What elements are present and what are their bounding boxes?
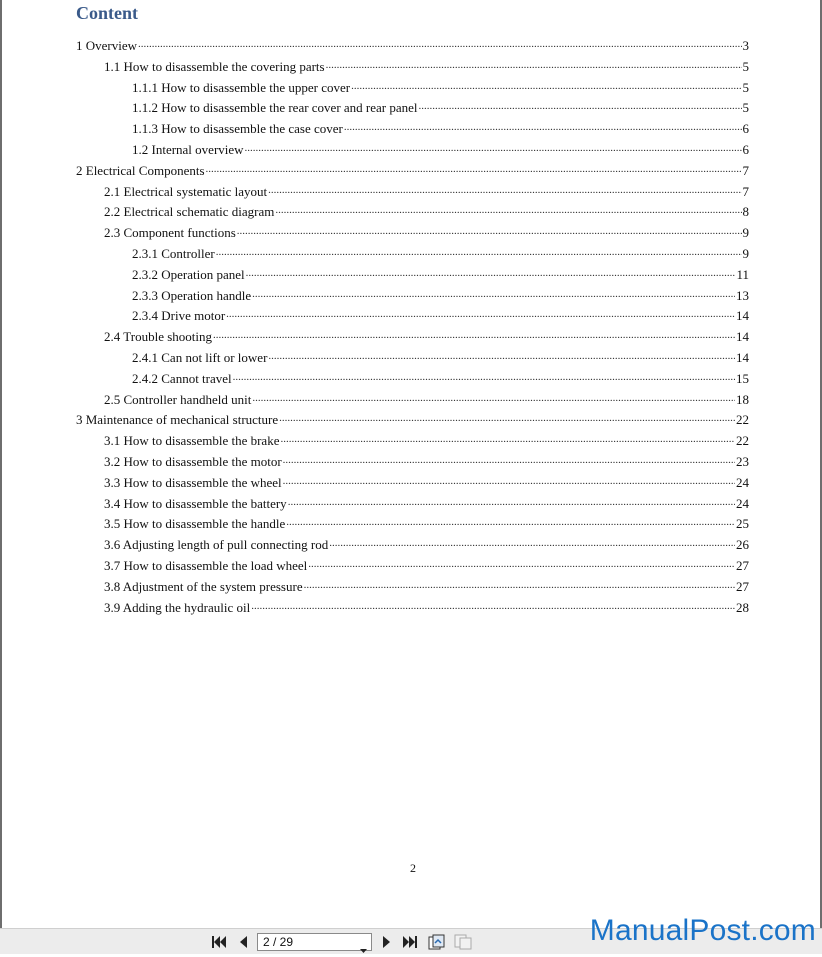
toc-entry-label: 1 Overview <box>76 38 138 53</box>
toc-entry-page: 8 <box>742 204 749 220</box>
toc-leader-dots <box>280 432 735 447</box>
watermark-text: ManualPost.com <box>589 914 816 947</box>
toc-entry-page: 13 <box>736 287 749 303</box>
toc-entry-label: 1.1.3 How to disassemble the case cover <box>132 121 343 137</box>
toc-entry[interactable] <box>104 324 749 344</box>
toc-leader-dots <box>329 536 735 551</box>
toc-entry-label: 2.4.1 Can not lift or lower <box>132 350 268 365</box>
page-select[interactable] <box>257 933 372 951</box>
toc-entry[interactable] <box>76 407 749 427</box>
toc-entry[interactable] <box>104 595 749 615</box>
toc-leader-dots <box>279 411 735 426</box>
toc-entry-label: 3.1 How to disassemble the brake <box>104 433 280 449</box>
toc-entry-label: 1.2 Internal overview <box>132 142 244 157</box>
toc-leader-dots <box>251 599 735 614</box>
toc-leader-dots <box>252 391 735 406</box>
toc-entry-label: 3.3 How to disassemble the wheel <box>104 474 282 490</box>
chevron-down-icon <box>360 941 367 957</box>
toc-entry-page: 3 <box>742 38 749 53</box>
toc-entry[interactable] <box>104 449 749 469</box>
previous-page-icon[interactable] <box>236 935 252 949</box>
toc-entry-page: 15 <box>736 370 749 386</box>
toc-entry-label: 2.3.4 Drive motor <box>132 308 226 324</box>
toc-entry-page: 5 <box>742 58 749 74</box>
toc-entry[interactable] <box>104 199 749 219</box>
toc-leader-dots <box>268 183 741 198</box>
toc-entry[interactable] <box>104 179 749 199</box>
toc-entry-page: 11 <box>736 266 749 282</box>
toc-entry[interactable] <box>132 283 749 303</box>
page-title: Content <box>76 3 138 23</box>
toc-leader-dots <box>283 453 735 468</box>
toc-entry[interactable] <box>132 303 749 323</box>
toc-entry-page: 6 <box>742 142 749 157</box>
toc-entry[interactable] <box>104 553 749 573</box>
toc-entry[interactable] <box>132 366 749 386</box>
toc-entry-page: 27 <box>736 578 749 594</box>
toc-entry-label: 3 Maintenance of mechanical structure <box>76 412 279 428</box>
toc-entry[interactable] <box>132 95 749 115</box>
toc-entry-label: 2.3.3 Operation handle <box>132 287 252 303</box>
toc-entry-page: 5 <box>742 79 749 95</box>
toc-entry-page: 24 <box>736 495 749 511</box>
toc-entry[interactable] <box>132 137 749 157</box>
toc-leader-dots <box>275 203 741 218</box>
toc-leader-dots <box>246 266 736 281</box>
toc-leader-dots <box>245 141 742 156</box>
toc-entry[interactable] <box>132 241 749 261</box>
toc-leader-dots <box>308 557 735 572</box>
toc-leader-dots <box>237 224 742 239</box>
toc-leader-dots <box>206 162 742 177</box>
last-page-icon[interactable] <box>402 935 418 949</box>
toc-entry-label: 2.1 Electrical systematic layout <box>104 183 268 199</box>
toc-entry-page: 9 <box>742 225 749 241</box>
toc-leader-dots <box>233 370 735 385</box>
toc-entry-page: 25 <box>736 516 749 532</box>
toc-leader-dots <box>138 37 741 52</box>
toc-entry[interactable] <box>104 491 749 511</box>
toc-entry-label: 2.2 Electrical schematic diagram <box>104 204 275 220</box>
toc-entry[interactable] <box>76 158 749 178</box>
toc-entry-label: 2.4.2 Cannot travel <box>132 370 232 386</box>
toc-entry[interactable] <box>132 345 749 365</box>
toc-entry-page: 26 <box>736 537 749 553</box>
toc-entry-label: 2 Electrical Components <box>76 162 205 178</box>
page-indicator: 2 / 29 <box>263 935 294 949</box>
toc-entry[interactable] <box>132 75 749 95</box>
toc-entry-page: 27 <box>736 558 749 573</box>
toc-leader-dots <box>216 245 742 260</box>
toc-entry-page: 14 <box>736 329 749 345</box>
toc-entry[interactable] <box>104 532 749 552</box>
page-view-icon[interactable] <box>454 934 472 950</box>
toc-entry[interactable] <box>104 470 749 490</box>
toc-entry-label: 2.5 Controller handheld unit <box>104 391 252 407</box>
toc-leader-dots <box>226 307 735 322</box>
toc-entry-label: 3.2 How to disassemble the motor <box>104 454 282 469</box>
toc-entry[interactable] <box>104 574 749 594</box>
toc-entry-page: 18 <box>736 391 749 407</box>
toc-entry-page: 5 <box>742 100 749 116</box>
toc-entry-label: 2.4 Trouble shooting <box>104 329 212 345</box>
toc-entry[interactable] <box>132 262 749 282</box>
toc-leader-dots <box>283 474 735 489</box>
toc-leader-dots <box>213 328 735 343</box>
toc-entry[interactable] <box>104 387 749 407</box>
toc-entry-label: 3.6 Adjusting length of pull connecting rod <box>104 537 329 553</box>
toc-entry-label: 3.7 How to disassemble the load wheel <box>104 558 308 573</box>
toc-entry-page: 22 <box>736 412 749 428</box>
toc-leader-dots <box>288 495 735 510</box>
toc-entry-page: 28 <box>736 599 749 615</box>
toc-entry[interactable] <box>104 511 749 531</box>
toc-entry[interactable] <box>76 33 749 53</box>
toc-leader-dots <box>419 99 742 114</box>
toc-entry-label: 2.3 Component functions <box>104 225 236 241</box>
toc-leader-dots <box>304 578 735 593</box>
toc-entry-page: 24 <box>736 474 749 490</box>
toc-entry-label: 2.3.2 Operation panel <box>132 266 245 282</box>
toc-entry-page: 7 <box>742 183 749 199</box>
toc-entry[interactable] <box>104 428 749 448</box>
toc-leader-dots <box>326 58 742 73</box>
toc-entry[interactable] <box>104 54 749 74</box>
toc-entry-label: 1.1.1 How to disassemble the upper cover <box>132 79 351 95</box>
toc-leader-dots <box>252 287 735 302</box>
toc-entry-page: 7 <box>742 162 749 178</box>
toc-entry-page: 14 <box>736 350 749 365</box>
toc-entry[interactable] <box>104 220 749 240</box>
toc-leader-dots <box>344 120 742 135</box>
page-layout-icon[interactable] <box>428 934 446 950</box>
toc-entry-label: 1.1 How to disassemble the covering parts <box>104 58 325 74</box>
toc-entry-page: 23 <box>736 454 749 469</box>
toc-entry-label: 1.1.2 How to disassemble the rear cover and rear panel <box>132 100 418 116</box>
toc-entry-page: 22 <box>736 433 749 449</box>
toc-entry-label: 3.8 Adjustment of the system pressure <box>104 578 303 594</box>
toc-entry-label: 3.4 How to disassemble the battery <box>104 495 287 511</box>
toc-entry-page: 6 <box>742 121 749 137</box>
toc-entry[interactable] <box>132 116 749 136</box>
toc-entry-label: 3.5 How to disassemble the handle <box>104 516 286 532</box>
toc-leader-dots <box>351 79 741 94</box>
toc-entry-label: 2.3.1 Controller <box>132 246 215 261</box>
next-page-icon[interactable] <box>379 935 395 949</box>
first-page-icon[interactable] <box>211 935 227 949</box>
page-number: 2 <box>410 861 416 875</box>
toc-leader-dots <box>286 515 735 530</box>
toc-entry-page: 9 <box>742 246 749 261</box>
toc-entry-page: 14 <box>736 308 749 324</box>
toc-entry-label: 3.9 Adding the hydraulic oil <box>104 599 251 615</box>
toc-leader-dots <box>268 349 735 364</box>
